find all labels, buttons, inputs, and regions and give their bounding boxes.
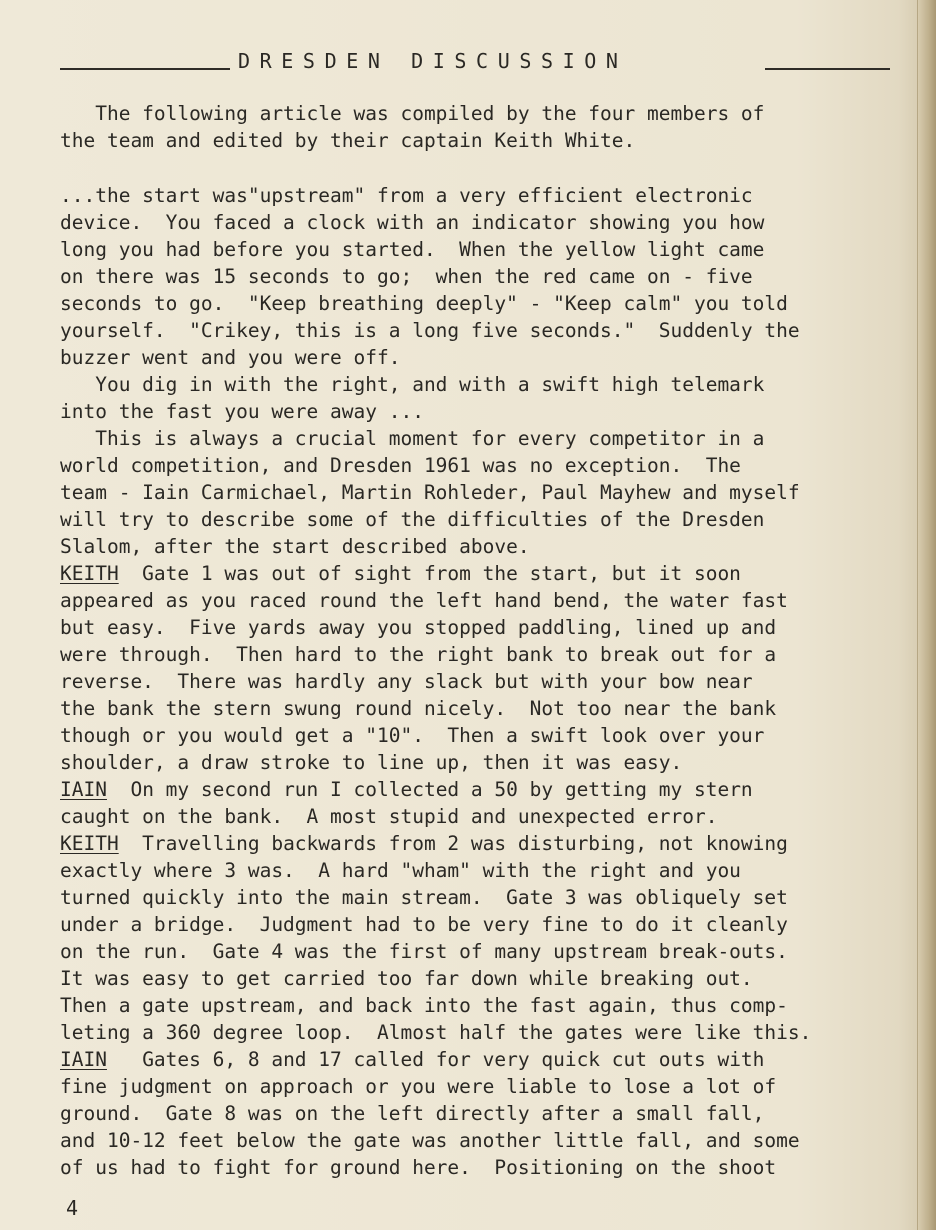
section-line — [60, 560, 910, 587]
body-line: Slalom, after the start described above. — [60, 535, 530, 558]
body-line: team - Iain Carmichael, Martin Rohleder, Paul Mayhew and myself — [60, 481, 800, 504]
page-number: 4 — [66, 1196, 79, 1220]
section-line: fine judgment on approach or you were liable to lose a lot of — [60, 1075, 777, 1098]
section-line: exactly where 3 was. A hard "wham" with the right and you — [60, 859, 741, 882]
body-line: buzzer went and you were off. — [60, 346, 401, 369]
body-line: seconds to go. "Keep breathing deeply" - "Keep calm" you told — [60, 292, 788, 315]
article-body — [60, 100, 910, 1181]
body-line: will try to describe some of the difficulties of the Dresden — [60, 508, 765, 531]
intro-line: the team and edited by their captain Keith White. — [60, 129, 636, 152]
paragraph-gap — [60, 154, 910, 182]
body-line: This is always a crucial moment for every competitor in a — [60, 427, 765, 450]
section-line: on the run. Gate 4 was the first of many upstream break-outs. — [60, 940, 788, 963]
article-title: DRESDEN DISCUSSION — [238, 49, 628, 73]
section-line: of us had to fight for ground here. Positioning on the shoot — [60, 1156, 777, 1179]
speaker-name: IAIN — [60, 1048, 107, 1071]
section-line: caught on the bank. A most stupid and unexpected error. — [60, 805, 718, 828]
section-line: were through. Then hard to the right bank to break out for a — [60, 643, 777, 666]
section-text: Gates 6, 8 and 17 called for very quick cut outs with — [106, 1048, 765, 1071]
heading-rule-right — [765, 68, 890, 70]
binding-edge — [917, 0, 936, 1230]
section-line: though or you would get a "10". Then a swift look over your — [60, 724, 765, 747]
body-line: yourself. "Crikey, this is a long five seconds." Suddenly the — [60, 319, 800, 342]
intro-line: The following article was compiled by the four members of — [60, 102, 765, 125]
section-text: On my second run I collected a 50 by getting my stern — [106, 778, 753, 801]
section-line: but easy. Five yards away you stopped paddling, lined up and — [60, 616, 777, 639]
section-text: Travelling backwards from 2 was disturbing, not knowing — [118, 832, 788, 855]
section-line — [60, 1046, 910, 1073]
section-line: shoulder, a draw stroke to line up, then it was easy. — [60, 751, 683, 774]
body-line: on there was 15 seconds to go; when the red came on - five — [60, 265, 753, 288]
section-line — [60, 830, 910, 857]
section-line: appeared as you raced round the left hand bend, the water fast — [60, 589, 788, 612]
section-line — [60, 776, 910, 803]
section-line: ground. Gate 8 was on the left directly after a small fall, — [60, 1102, 765, 1125]
section-line: turned quickly into the main stream. Gate 3 was obliquely set — [60, 886, 788, 909]
section-line: the bank the stern swung round nicely. Not too near the bank — [60, 697, 777, 720]
body-line: device. You faced a clock with an indicator showing you how — [60, 211, 765, 234]
section-line: Then a gate upstream, and back into the fast again, thus comp- — [60, 994, 788, 1017]
section-line: It was easy to get carried too far down while breaking out. — [60, 967, 753, 990]
speaker-name: KEITH — [60, 832, 119, 855]
body-line: You dig in with the right, and with a swift high telemark — [60, 373, 765, 396]
section-line: and 10-12 feet below the gate was another little fall, and some — [60, 1129, 800, 1152]
section-line: under a bridge. Judgment had to be very fine to do it cleanly — [60, 913, 788, 936]
speaker-name: KEITH — [60, 562, 119, 585]
body-line: into the fast you were away ... — [60, 400, 424, 423]
body-line: ...the start was"upstream" from a very efficient electronic — [60, 184, 753, 207]
heading-rule-left — [60, 68, 230, 70]
section-text: Gate 1 was out of sight from the start, but it soon — [118, 562, 741, 585]
body-line: long you had before you started. When the yellow light came — [60, 238, 765, 261]
speaker-name: IAIN — [60, 778, 107, 801]
article-heading — [60, 47, 890, 77]
section-line: reverse. There was hardly any slack but with your bow near — [60, 670, 753, 693]
section-line: leting a 360 degree loop. Almost half the gates were like this. — [60, 1021, 812, 1044]
body-line: world competition, and Dresden 1961 was no exception. The — [60, 454, 741, 477]
